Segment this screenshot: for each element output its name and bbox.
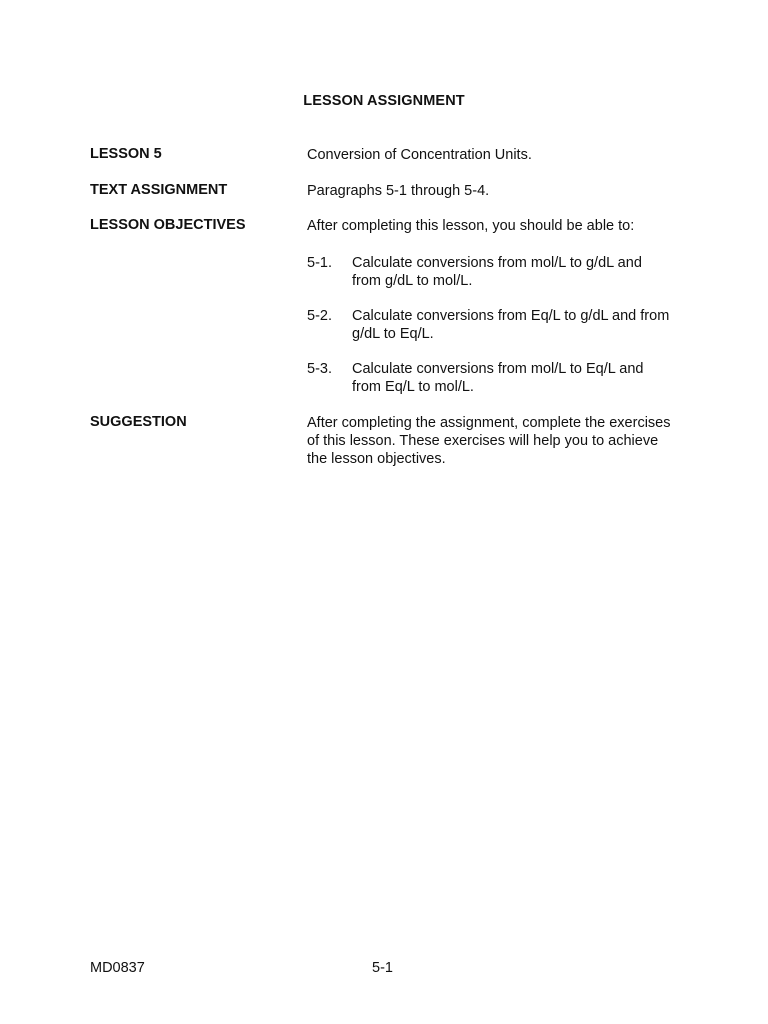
document-id: MD0837 [90,960,145,976]
suggestion-label: SUGGESTION [90,414,187,430]
lesson-value: Conversion of Concentration Units. [307,147,532,163]
page-title: LESSON ASSIGNMENT [303,93,465,109]
lesson-label: LESSON 5 [90,146,162,162]
objective-text: Calculate conversions from Eq/L to g/dL and from g/dL to Eq/L. [352,308,670,342]
text-assignment-value: Paragraphs 5-1 through 5-4. [307,183,490,199]
text-assignment-label: TEXT ASSIGNMENT [90,182,228,198]
objective-text: Calculate conversions from mol/L to Eq/L and from Eq/L to mol/L. [352,361,644,395]
objective-number: 5-2. [307,308,332,324]
objective-number: 5-3. [307,361,332,377]
lesson-objectives-label: LESSON OBJECTIVES [90,217,246,233]
objective-text: Calculate conversions from mol/L to g/dL and from g/dL to mol/L. [352,255,642,289]
page-number: 5-1 [372,960,393,976]
objective-number: 5-1. [307,255,332,271]
suggestion-value: After completing the assignment, complete the exercises of this lesson. These exercises will help you to achieve the lesson objectives. [307,415,671,467]
lesson-objectives-intro: After completing this lesson, you should be able to: [307,218,635,234]
